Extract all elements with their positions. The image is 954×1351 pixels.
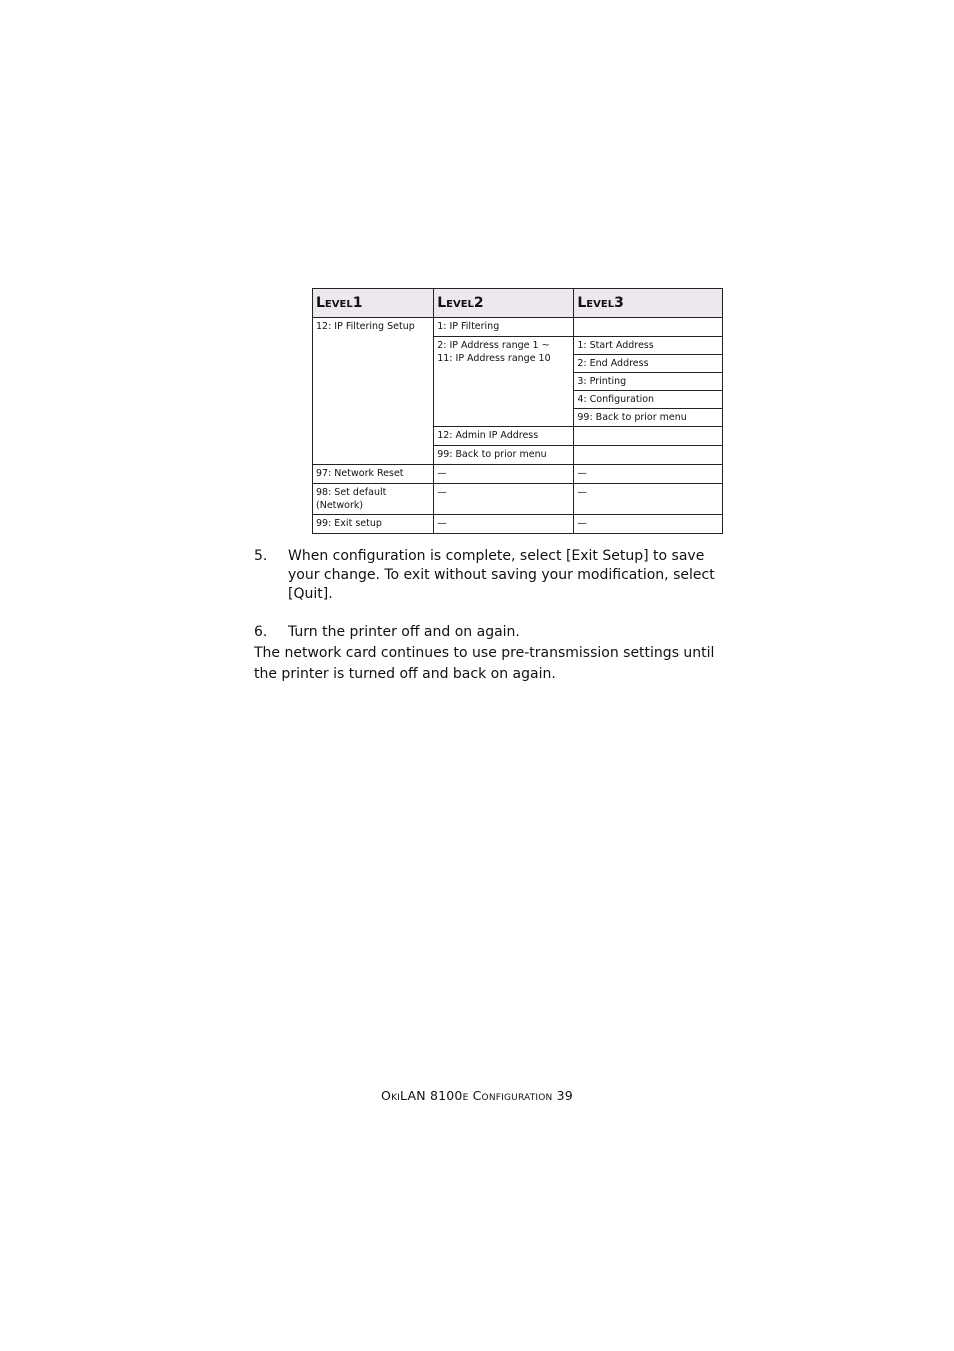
cell-dash: — [574,484,723,515]
cell-configuration: 4: Configuration [574,391,723,409]
cell-empty [574,318,723,337]
step-5 [254,547,724,604]
page-footer: OkiLAN 8100e Configuration 39 [381,1088,573,1103]
table-header-row [313,289,723,318]
cell-ip-filtering-setup: 12: IP Filtering Setup [313,318,434,465]
cell-exit-setup: 99: Exit setup [313,515,434,534]
step-number: 6. [254,624,268,640]
ip-address-range-line1: 2: IP Address range 1 ~ [437,340,550,351]
cell-admin-ip: 12: Admin IP Address [434,427,574,446]
header-level3: Level3 [574,289,723,318]
table-row [313,465,723,484]
cell-ip-filtering: 1: IP Filtering [434,318,574,337]
header-level1: Level1 [313,289,434,318]
ip-address-range-line2: 11: IP Address range 10 [437,353,551,364]
step-6 [254,623,724,642]
cell-dash: — [434,484,574,515]
cell-back-level2: 99: Back to prior menu [434,446,574,465]
table-row [313,318,723,337]
cell-set-default [313,484,434,515]
table-row [313,515,723,534]
header-level2: Level2 [434,289,574,318]
table-row [313,484,723,515]
cell-end-address: 2: End Address [574,355,723,373]
cell-dash: — [434,465,574,484]
cell-empty [574,427,723,446]
cell-printing: 3: Printing [574,373,723,391]
body-paragraph: The network card continues to use pre-transmission settings until the printer is turned off and back on again. [254,645,715,682]
cell-network-reset: 97: Network Reset [313,465,434,484]
cell-dash: — [434,515,574,534]
cell-ip-address-range [434,337,574,427]
step-text: When configuration is complete, select [Exit Setup] to save your change. To exit without saving your modification, select [Quit]. [288,548,715,602]
set-default-line2: (Network) [316,500,364,511]
step-text: Turn the printer off and on again. [288,624,520,640]
step-number: 5. [254,548,268,564]
cell-start-address: 1: Start Address [574,337,723,355]
cell-dash: — [574,465,723,484]
cell-back-level3: 99: Back to prior menu [574,409,723,427]
cell-dash: — [574,515,723,534]
cell-empty [574,446,723,465]
set-default-line1: 98: Set default [316,487,387,498]
menu-table [312,288,723,534]
